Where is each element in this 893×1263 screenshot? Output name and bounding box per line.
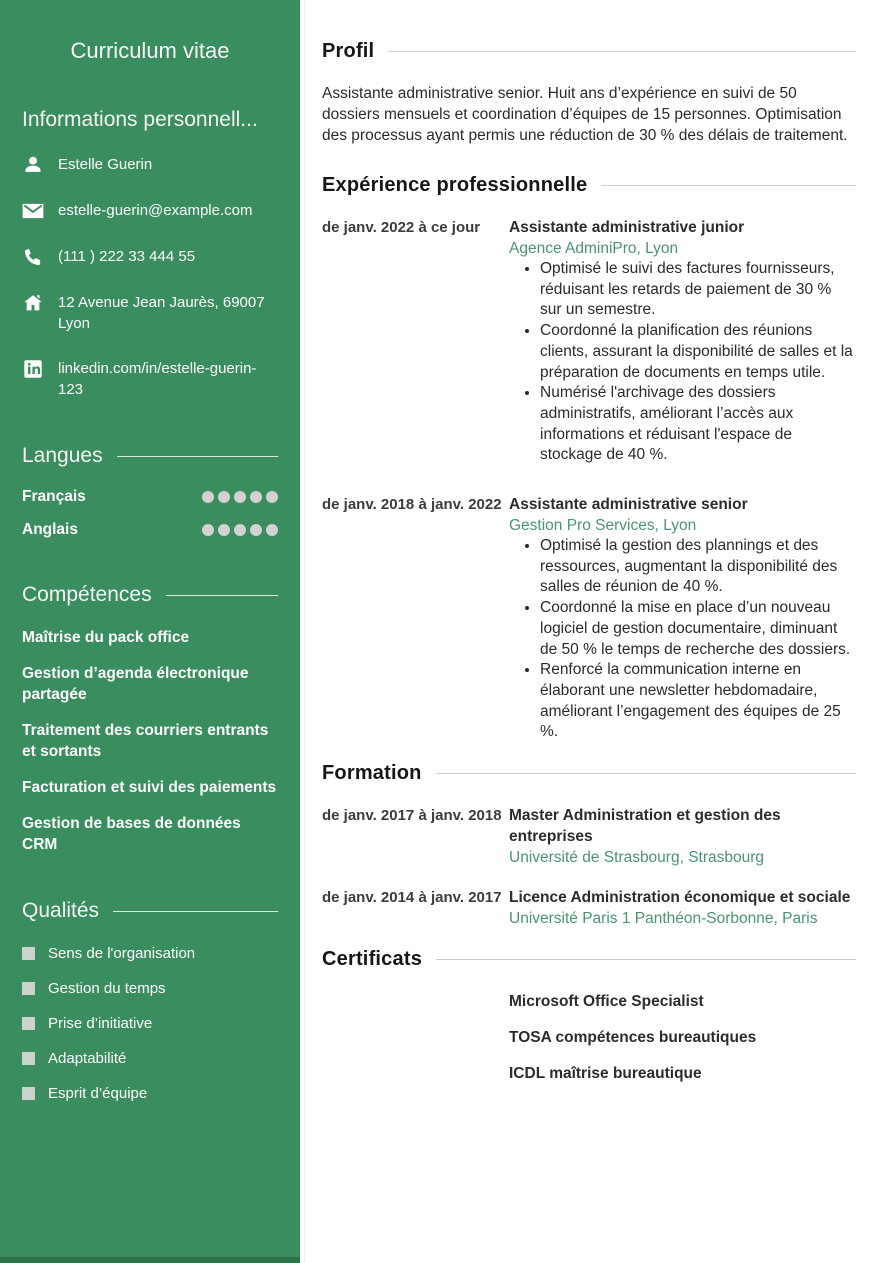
degree-title: Licence Administration économique et sociale [509,889,851,907]
quality-row [22,978,278,999]
education-details [509,887,856,929]
cv-title: Curriculum vitae [70,38,230,63]
main-content [300,0,893,1263]
profile-heading [322,40,856,63]
company-name: Gestion Pro Services, Lyon [509,517,697,535]
job-bullets [509,536,856,743]
square-bullet-icon [22,1052,35,1065]
job-bullet: • Coordonné la mise en place d’un nouveau logiciel de gestion documentaire, diminuant de 50 % le temps de recherche des dossiers. [540,598,856,660]
contact-row-phone [22,246,278,268]
education-entry [322,887,856,929]
job-bullet: • Numérisé l'archivage des dossiers administratifs, améliorant l’accès aux informations et réduisant l'espace de stockage de 40 %. [540,383,856,466]
languages-heading [22,444,278,468]
heading-rule [601,185,856,186]
experience-details [509,494,856,743]
skill-item: Gestion de bases de données CRM [22,815,241,853]
level-dot-icon [202,524,214,536]
profile-text: Assistante administrative senior. Huit ans d’expérience en suivi de 50 dossiers mensuels et coordination d’équipes de 15 personnes. Optimisation des processus ayant permis une réduction de 30 % des délais de traitement. [322,85,848,144]
languages-list [22,488,278,539]
quality-row [22,943,278,964]
job-bullet: • Optimisé le suivi des factures fournisseurs, réduisant les retards de paiement de 30 % sur un semestre. [540,259,856,321]
linkedin-icon [22,358,44,380]
job-title: Assistante administrative senior [509,496,748,514]
heading-rule [113,911,278,912]
school-name: Université de Strasbourg, Strasbourg [509,849,765,867]
square-bullet-icon [22,947,35,960]
experience-heading [322,174,856,197]
school-name: Université Paris 1 Panthéon-Sorbonne, Paris [509,910,818,928]
heading-rule [436,959,856,960]
contact-row-name [22,154,278,176]
skill-item: Gestion d’agenda électronique partagée [22,665,249,703]
certificates-heading [322,948,856,971]
contact-row-address [22,292,278,334]
quality-row [22,1048,278,1069]
experience-heading-label: Expérience professionnelle [322,174,588,196]
experience-entry [322,217,856,466]
heading-rule [436,773,856,774]
company-name: Agence AdminiPro, Lyon [509,240,679,257]
contact-address: 12 Avenue Jean Jaurès, 69007 Lyon [58,294,265,332]
language-label: Français [22,488,86,505]
section-education [322,762,856,929]
contact-name: Estelle Guerin [58,156,153,173]
certificate-item: Microsoft Office Specialist [509,993,704,1011]
certificate-item: ICDL maîtrise bureautique [509,1065,702,1083]
education-entry [322,805,856,868]
level-dot-icon [234,524,246,536]
language-label: Anglais [22,521,78,538]
education-details [509,805,856,868]
job-bullet: • Optimisé la gestion des plannings et des ressources, augmentant la disponibilité des salles de réunion de 40 %. [540,536,856,598]
contact-phone: (111 ) 222 33 444 55 [58,248,196,265]
language-level [202,491,278,503]
qualities-list [22,943,278,1104]
education-period: de janv. 2017 à janv. 2018 [322,807,502,825]
certificates-list [509,991,856,1099]
level-dot-icon [266,524,278,536]
level-dot-icon [250,524,262,536]
certificates-empty-column [322,991,509,1099]
skill-item: Facturation et suivi des paiements [22,779,277,796]
phone-icon [22,246,44,268]
quality-label: Esprit d’équipe [48,1085,148,1102]
square-bullet-icon [22,1017,35,1030]
section-experience [322,174,856,743]
quality-row [22,1083,278,1104]
quality-row [22,1013,278,1034]
contact-row-email [22,200,278,222]
skill-item: Maîtrise du pack office [22,629,190,646]
experience-period: de janv. 2022 à ce jour [322,219,481,236]
heading-rule [117,456,278,457]
certificate-item: TOSA compétences bureautiques [509,1029,757,1047]
level-dot-icon [202,491,214,503]
sidebar [0,0,300,1263]
quality-label: Sens de l'organisation [48,945,196,962]
certificates-heading-label: Certificats [322,948,423,971]
contact-list [22,154,278,400]
experience-details [509,217,856,466]
skills-heading-label: Compétences [22,583,152,606]
job-title: Assistante administrative junior [509,219,745,236]
skills-list [22,627,278,855]
person-icon [22,154,44,176]
level-dot-icon [218,524,230,536]
level-dot-icon [250,491,262,503]
experience-entry [322,494,856,743]
contact-linkedin: linkedin.com/in/estelle-guerin-123 [58,360,257,398]
certificates-block [322,991,856,1099]
language-row [22,488,278,506]
experience-period: de janv. 2018 à janv. 2022 [322,496,502,514]
job-bullet: • Renforcé la communication interne en élaborant une newsletter hebdomadaire, améliorant l’engagement des équipes de 25 %. [540,660,856,743]
language-row [22,521,278,539]
quality-label: Prise d’initiative [48,1015,153,1032]
level-dot-icon [218,491,230,503]
education-heading-label: Formation [322,762,422,785]
skills-heading [22,583,278,607]
personal-info-heading [22,108,278,132]
contact-email: estelle-guerin@example.com [58,202,253,219]
section-certificates [322,948,856,1099]
education-period: de janv. 2014 à janv. 2017 [322,889,502,907]
email-icon [22,200,44,222]
quality-label: Gestion du temps [48,980,166,997]
skill-item: Traitement des courriers entrants et sortants [22,722,269,760]
home-icon [22,292,44,314]
heading-rule [166,595,278,596]
square-bullet-icon [22,982,35,995]
job-bullet: • Coordonné la planification des réunions clients, assurant la disponibilité de salles et la préparation de documents en temps utile. [540,321,856,383]
language-level [202,524,278,536]
section-profile [322,40,856,146]
profile-heading-label: Profil [322,40,375,62]
quality-label: Adaptabilité [48,1050,127,1067]
education-heading [322,762,856,785]
qualities-heading-label: Qualités [22,899,100,922]
level-dot-icon [234,491,246,503]
heading-rule [388,51,856,52]
level-dot-icon [266,491,278,503]
job-bullets [509,259,856,466]
languages-heading-label: Langues [22,444,103,467]
square-bullet-icon [22,1087,35,1100]
personal-info-heading-label: Informations personnell... [22,108,258,131]
degree-title: Master Administration et gestion des entreprises [509,807,781,846]
qualities-heading [22,899,278,923]
contact-row-linkedin [22,358,278,400]
